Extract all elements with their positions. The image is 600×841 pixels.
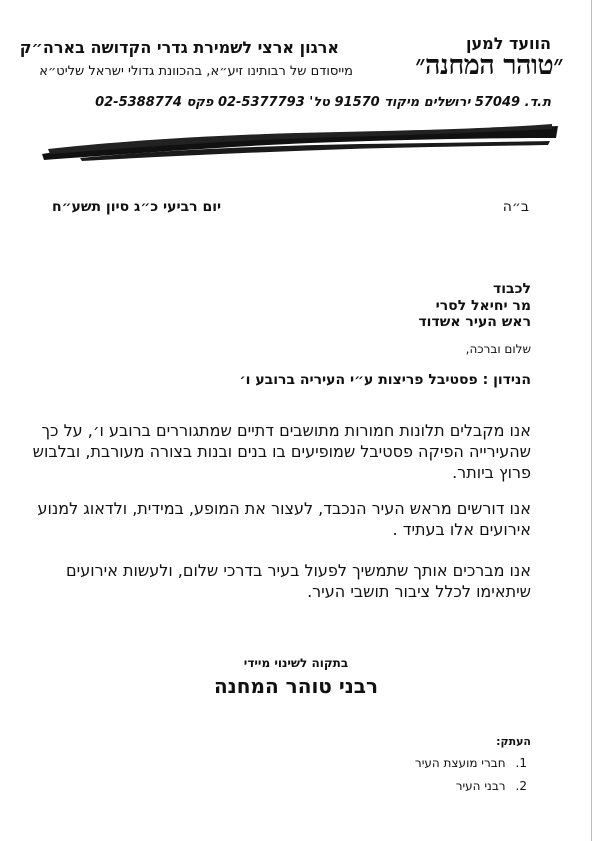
tel-label: טל' bbox=[309, 95, 330, 110]
signature-name: רבני טוהר המחנה bbox=[213, 674, 379, 698]
bh-mark: ב״ה bbox=[502, 199, 529, 215]
fax-number: 02-5388774 bbox=[95, 95, 182, 110]
brush-stroke-divider bbox=[40, 116, 560, 162]
tel-number: 02-5377793 bbox=[217, 95, 305, 110]
copies-item-number: 1. bbox=[515, 756, 527, 770]
addressee-name: מר יחיאל לסרי bbox=[435, 298, 531, 314]
organization-name: ארגון ארצי לשמירת גדרי הקדושה בארה״ק bbox=[19, 38, 339, 57]
addressee-line-1: לכבוד bbox=[493, 281, 531, 297]
subject-line: הנידון : פסטיבל פריצות ע״י העיריה ברובע ו׳ bbox=[239, 372, 531, 388]
founded-by-line: מייסודם של רבותינו זיע״א, בהכוונת גדולי ישראל שליט״א bbox=[39, 64, 353, 79]
committee-name: ״טוהר המחנה״ bbox=[415, 50, 563, 81]
copies-item bbox=[415, 756, 527, 770]
body-paragraph-1: אנו מקבלים תלונות חמורות מתושבים דתיים שמתגוררים ברובע ו׳, על כך שהעירייה הפיקה פסטיבל שמופיעים בו בנים ובנות בצורה מעורבת, ובלבוש פרוץ ביותר. bbox=[32, 421, 531, 482]
committee-prefix: הוועד למען bbox=[465, 34, 551, 53]
signature-pre: בתקוה לשינוי מיידי bbox=[243, 656, 349, 670]
fax-label: פקס bbox=[186, 95, 214, 110]
copies-item-number: 2. bbox=[515, 779, 527, 793]
po-box: ת.ד. 57049 ירושלים מיקוד 91570 bbox=[334, 95, 551, 110]
copies-item-text: חברי מועצת העיר bbox=[414, 756, 506, 770]
body-paragraph-2: אנו דורשים מראש העיר הנכבד, לעצור את המופע, במידית, ולדאוג למנוע אירועים אלו בעתיד . bbox=[37, 499, 531, 539]
addressee-title: ראש העיר אשדוד bbox=[418, 314, 531, 330]
greeting: שלום וברכה, bbox=[465, 342, 531, 356]
letter-date: יום רביעי כ״ג סיון תשע״ח bbox=[52, 199, 222, 215]
copies-label: העתק: bbox=[496, 735, 531, 748]
copies-item-text: רבני העיר bbox=[455, 779, 506, 793]
contact-line bbox=[95, 95, 551, 110]
copies-item bbox=[456, 779, 527, 793]
body-paragraph-3: אנו מברכים אותך שתמשיך לפעול בעיר בדרכי שלום, ולעשות אירועים שיתאימו לכלל ציבור תושבי העיר. bbox=[66, 561, 531, 601]
